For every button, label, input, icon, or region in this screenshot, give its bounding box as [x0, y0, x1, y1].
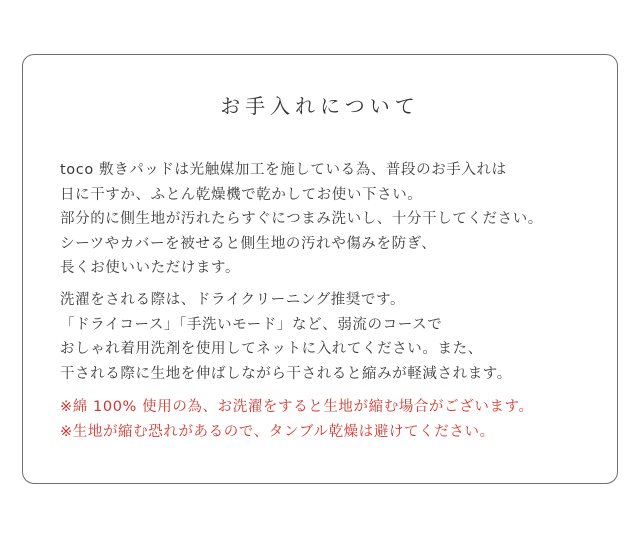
- text-line: toco 敷きパッドは光触媒加工を施している為、普段のお手入れは: [60, 162, 507, 178]
- text-line: シーツやカバーを被せると側生地の汚れや傷みを防ぎ、: [60, 235, 437, 252]
- text-line: 日に干すか、ふとん乾燥機で乾かしてお使い下さい。: [60, 186, 423, 203]
- text-line: 長くお使いいただけます。: [60, 260, 241, 276]
- text-line: おしゃれ着用洗剤を使用してネットに入れてください。また、: [60, 341, 483, 357]
- warning-line: ※綿 100% 使用の為、お洗濯をすると生地が縮む場合がございます。: [60, 399, 534, 415]
- shrinkage-warning: [60, 395, 620, 444]
- page-title: お手入れについて: [220, 94, 420, 118]
- text-line: 部分的に側生地が汚れたらすぐにつまみ洗いし、十分干してください。: [60, 211, 543, 227]
- text-line: 洗濯をされる際は、ドライクリーニング推奨です。: [60, 292, 406, 308]
- text-line: 「ドライコース」「手洗いモード」など、弱流のコースで: [60, 316, 443, 333]
- warning-line: ※生地が縮む恐れがあるので、タンブル乾燥は避けてください。: [60, 423, 495, 440]
- care-paragraph-washing: [60, 288, 620, 386]
- text-line: 干される際に生地を伸ばしながら干されると縮みが軽減されます。: [60, 365, 512, 382]
- care-paragraph-drying: [60, 158, 620, 281]
